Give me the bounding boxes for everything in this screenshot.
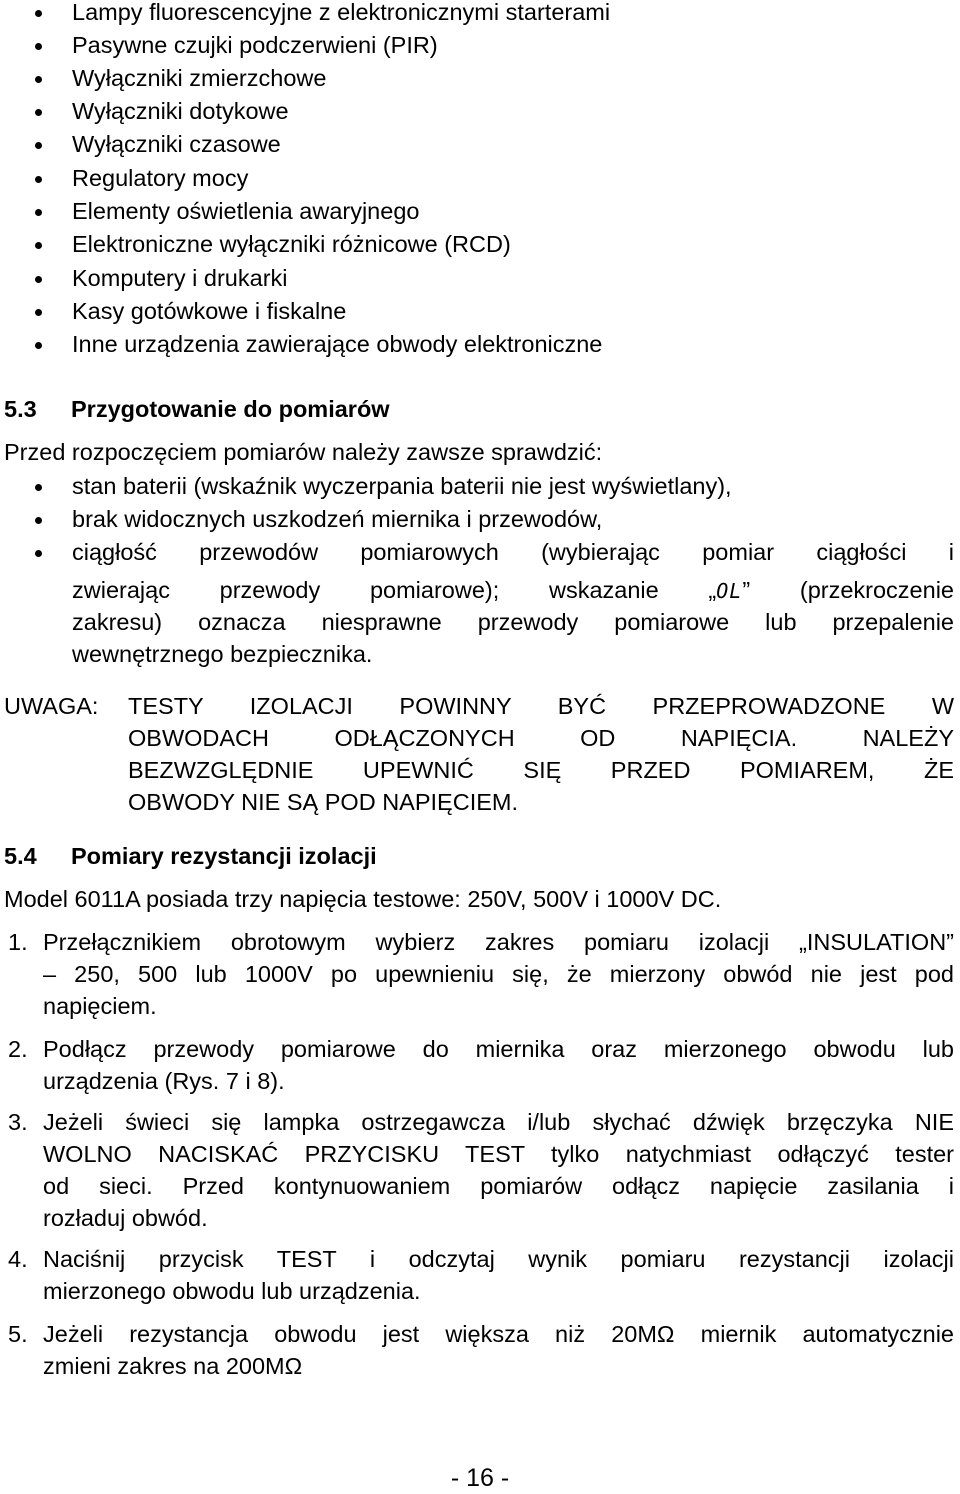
list-item: Pasywne czujki podczerwieni (PIR): [72, 29, 438, 62]
check-continuity-line: zakresu) oznacza niesprawne przewody pomiarowe lub przepalenie: [72, 609, 954, 635]
text-span: ” (przekroczenie: [742, 577, 954, 603]
warning-line: OBWODACH ODŁĄCZONYCH OD NAPIĘCIA. NALEŻY: [128, 725, 954, 751]
section-title: Pomiary rezystancji izolacji: [71, 843, 377, 869]
section-heading-5-4: [4, 840, 377, 873]
list-item: Komputery i drukarki: [72, 262, 288, 295]
check-continuity-line: ciągłość przewodów pomiarowych (wybierając pomiar ciągłości i: [72, 539, 954, 565]
list-item: [72, 470, 954, 503]
step-line: Jeżeli świeci się lampka ostrzegawcza i/lub słychać dźwięk brzęczyka NIE: [43, 1109, 954, 1135]
section-title: Przygotowanie do pomiarów: [71, 396, 390, 422]
step-line: urządzenia (Rys. 7 i 8).: [43, 1068, 285, 1094]
step-line: WOLNO NACISKAĆ PRZYCISKU TEST tylko natychmiast odłączyć tester: [43, 1141, 954, 1167]
list-item: Elektroniczne wyłączniki różnicowe (RCD): [72, 228, 511, 261]
warning-text: [128, 690, 954, 818]
step-line: Jeżeli rezystancja obwodu jest większa niż 20MΩ miernik automatycznie: [43, 1321, 954, 1347]
list-item: Lampy fluorescencyjne z elektronicznymi starterami: [72, 0, 610, 29]
step-text: [43, 1033, 954, 1097]
step-number: 5.: [8, 1321, 28, 1347]
list-item: Wyłączniki zmierzchowe: [72, 62, 326, 95]
step-line: zmieni zakres na 200MΩ: [43, 1353, 303, 1379]
step-text: [43, 1318, 954, 1382]
section-number: 5.4: [4, 843, 37, 869]
check-continuity-cont: [72, 574, 954, 670]
section-number: 5.3: [4, 396, 37, 422]
warning-line: BEZWZGLĘDNIE UPEWNIĆ SIĘ PRZED POMIAREM, ŻE: [128, 757, 954, 783]
step-line: Naciśnij przycisk TEST i odczytaj wynik pomiaru rezystancji izolacji: [43, 1246, 954, 1272]
step-line: napięciem.: [43, 993, 157, 1019]
step-text: [43, 1243, 954, 1307]
page-number: - 16 -: [450, 1464, 510, 1492]
list-item: Wyłączniki dotykowe: [72, 95, 289, 128]
list-item: Wyłączniki czasowe: [72, 128, 281, 161]
check-battery: stan baterii (wskaźnik wyczerpania baterii nie jest wyświetlany),: [72, 473, 732, 499]
step-number: 3.: [8, 1109, 28, 1135]
warning-line: TESTY IZOLACJI POWINNY BYĆ PRZEPROWADZONE W: [128, 693, 954, 719]
warning-line: OBWODY NIE SĄ POD NAPIĘCIEM.: [128, 789, 518, 815]
list-item: [72, 503, 954, 536]
step-line: Przełącznikiem obrotowym wybierz zakres pomiaru izolacji „INSULATION”: [43, 929, 954, 955]
check-damage: brak widocznych uszkodzeń miernika i przewodów,: [72, 506, 603, 532]
step-line: mierzonego obwodu lub urządzenia.: [43, 1278, 421, 1304]
list-item: Inne urządzenia zawierające obwody elektroniczne: [72, 328, 602, 361]
text-span: zwierając przewody pomiarowe); wskazanie „: [72, 577, 717, 603]
step-line: od sieci. Przed kontynuowaniem pomiarów odłącz napięcie zasilania i: [43, 1173, 954, 1199]
list-item: Regulatory mocy: [72, 162, 248, 195]
step-number: 4.: [8, 1246, 28, 1272]
ol-display-symbol: OL: [716, 579, 743, 603]
step-number: 2.: [8, 1036, 28, 1062]
step-line: Podłącz przewody pomiarowe do miernika oraz mierzonego obwodu lub: [43, 1036, 954, 1062]
check-continuity-line: [72, 574, 954, 606]
step-line: rozładuj obwód.: [43, 1205, 208, 1231]
list-item: Kasy gotówkowe i fiskalne: [72, 295, 346, 328]
list-item: [72, 536, 954, 569]
warning-label: UWAGA:: [4, 693, 99, 719]
list-item: Elementy oświetlenia awaryjnego: [72, 195, 419, 228]
check-continuity-line: wewnętrznego bezpiecznika.: [72, 641, 373, 667]
step-text: [43, 926, 954, 1022]
step-line: – 250, 500 lub 1000V po upewnieniu się, że mierzony obwód nie jest pod: [43, 961, 954, 987]
step-number: 1.: [8, 929, 28, 955]
section-intro: Przed rozpoczęciem pomiarów należy zawsze sprawdzić:: [4, 439, 603, 465]
section-intro: Model 6011A posiada trzy napięcia testowe: 250V, 500V i 1000V DC.: [4, 886, 722, 912]
section-heading-5-3: [4, 393, 390, 426]
step-text: [43, 1106, 954, 1234]
